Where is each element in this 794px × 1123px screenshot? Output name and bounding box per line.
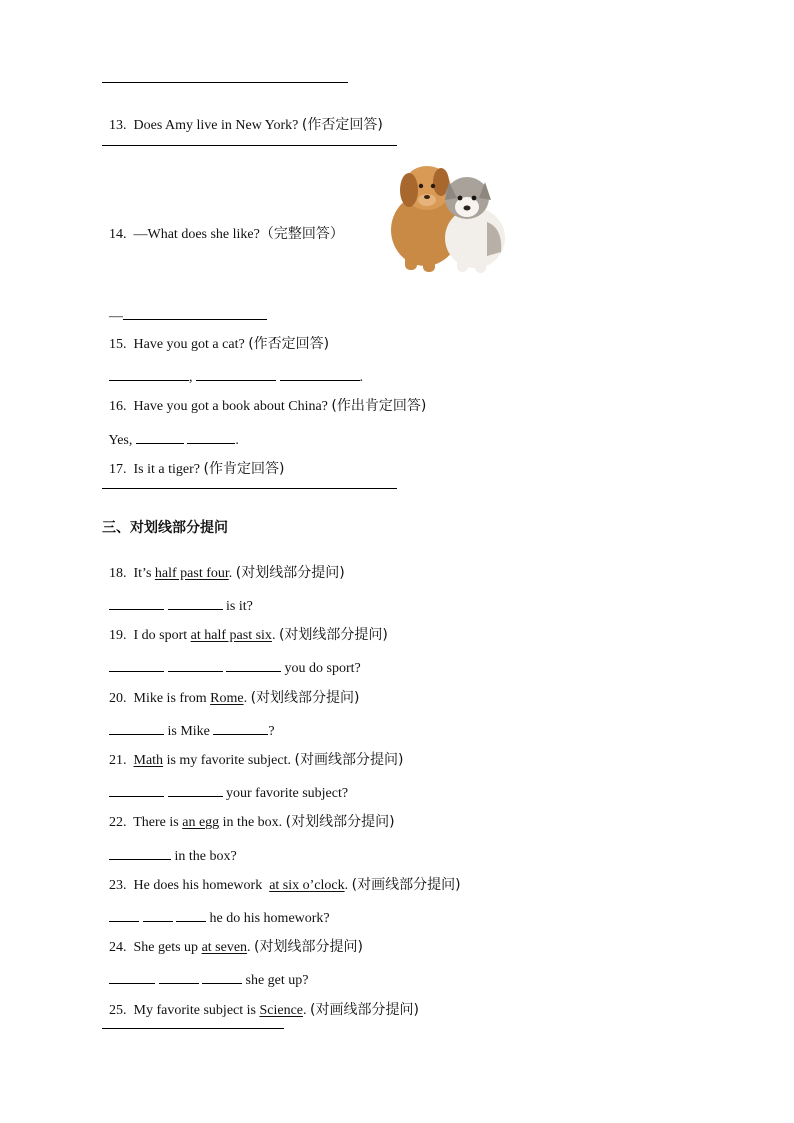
question-hint: (对划线部分提问): [254, 939, 363, 955]
question-14: [102, 207, 344, 244]
question-number: 25.: [109, 1003, 127, 1018]
question-text: Have you got a cat?: [133, 337, 245, 352]
answer-prefix: Yes,: [108, 433, 133, 448]
question-text-post: .: [247, 940, 251, 955]
question-text-post: .: [344, 878, 349, 893]
answer-mid: is Mike: [167, 724, 210, 739]
answer-blank[interactable]: [159, 969, 199, 984]
answer-end: ?: [268, 724, 275, 739]
question-number: 21.: [109, 753, 127, 768]
question-text: —What does she like?: [133, 227, 260, 242]
answer-tail: is it?: [226, 599, 253, 614]
question-hint: (对划线部分提问): [285, 814, 395, 830]
question-text-post: .: [243, 691, 248, 706]
question-text-pre: There is: [133, 815, 179, 830]
question-text-post: .: [228, 566, 233, 581]
answer-blank[interactable]: [226, 657, 281, 672]
underlined-phrase: Science: [259, 1003, 304, 1018]
question-hint: (作肯定回答): [203, 461, 285, 477]
answer-blank[interactable]: [202, 969, 242, 984]
answer-q15: , .: [102, 348, 363, 387]
question-hint: (对划线部分提问): [235, 565, 345, 581]
question-number: 18.: [109, 566, 127, 581]
question-hint: （完整回答）: [259, 226, 344, 242]
answer-blank[interactable]: [109, 969, 155, 984]
answer-blank[interactable]: [109, 657, 164, 672]
question-number: 15.: [109, 337, 127, 352]
question-13: [102, 98, 383, 135]
section-heading: 三、对划线部分提问: [102, 520, 228, 536]
answer-tail: she get up?: [245, 973, 309, 988]
underlined-phrase: an egg: [182, 815, 220, 830]
answer-tail: your favorite subject?: [226, 786, 349, 801]
question-number: 20.: [109, 691, 127, 706]
question-text: Does Amy live in New York?: [133, 118, 299, 133]
question-text-pre: Mike is from: [133, 691, 207, 706]
underlined-phrase: Math: [133, 753, 164, 768]
question-number: 23.: [109, 878, 127, 893]
question-number: 14.: [109, 227, 127, 242]
question-text-pre: My favorite subject is: [133, 1003, 256, 1018]
question-hint: (对画线部分提问): [310, 1002, 419, 1018]
question-17: [102, 442, 284, 479]
question-text-post: .: [271, 628, 276, 643]
question-number: 17.: [109, 462, 127, 477]
question-number: 16.: [109, 399, 127, 414]
question-hint: (对画线部分提问): [294, 752, 404, 768]
answer-separator: ,: [189, 370, 193, 385]
answer-tail: in the box?: [174, 849, 237, 864]
question-25: [102, 983, 419, 1020]
question-text: Is it a tiger?: [133, 462, 200, 477]
question-text-post: in the box.: [222, 815, 283, 830]
answer-q16: Yes, .: [102, 411, 239, 450]
question-number: 24.: [109, 940, 127, 955]
answer-tail: you do sport?: [284, 661, 361, 676]
answer-prefix: —: [109, 309, 123, 324]
answer-tail: he do his homework?: [209, 911, 330, 926]
answer-line-q12: [102, 82, 348, 83]
puppies-photo: [383, 152, 513, 277]
question-text: Have you got a book about China?: [133, 399, 328, 414]
question-hint: (作否定回答): [301, 117, 383, 133]
underlined-phrase: at six o’clock: [269, 878, 345, 893]
underlined-phrase: half past four: [154, 566, 229, 581]
question-hint: (作否定回答): [248, 336, 330, 352]
answer-line-q25: [102, 1028, 284, 1029]
question-number: 13.: [109, 118, 127, 133]
question-text-post: .: [303, 1003, 307, 1018]
underlined-phrase: at seven: [201, 940, 248, 955]
answer-line-q13: [102, 145, 397, 146]
question-text-pre: She gets up: [133, 940, 199, 955]
question-hint: (对划线部分提问): [278, 627, 388, 643]
question-text-post: is my favorite subject.: [166, 753, 291, 768]
question-hint: (作出肯定回答): [331, 398, 427, 414]
underlined-phrase: Rome: [210, 691, 244, 706]
question-hint: (对划线部分提问): [250, 690, 360, 706]
question-number: 22.: [109, 815, 127, 830]
underlined-phrase: at half past six: [190, 628, 272, 643]
question-text-pre: He does his homework: [133, 878, 263, 893]
question-text-pre: It’s: [133, 566, 152, 581]
answer-blank[interactable]: [168, 657, 223, 672]
question-text-pre: I do sport: [133, 628, 188, 643]
question-hint: (对画线部分提问): [351, 877, 461, 893]
question-number: 19.: [109, 628, 127, 643]
answer-line-q17: [102, 488, 397, 489]
